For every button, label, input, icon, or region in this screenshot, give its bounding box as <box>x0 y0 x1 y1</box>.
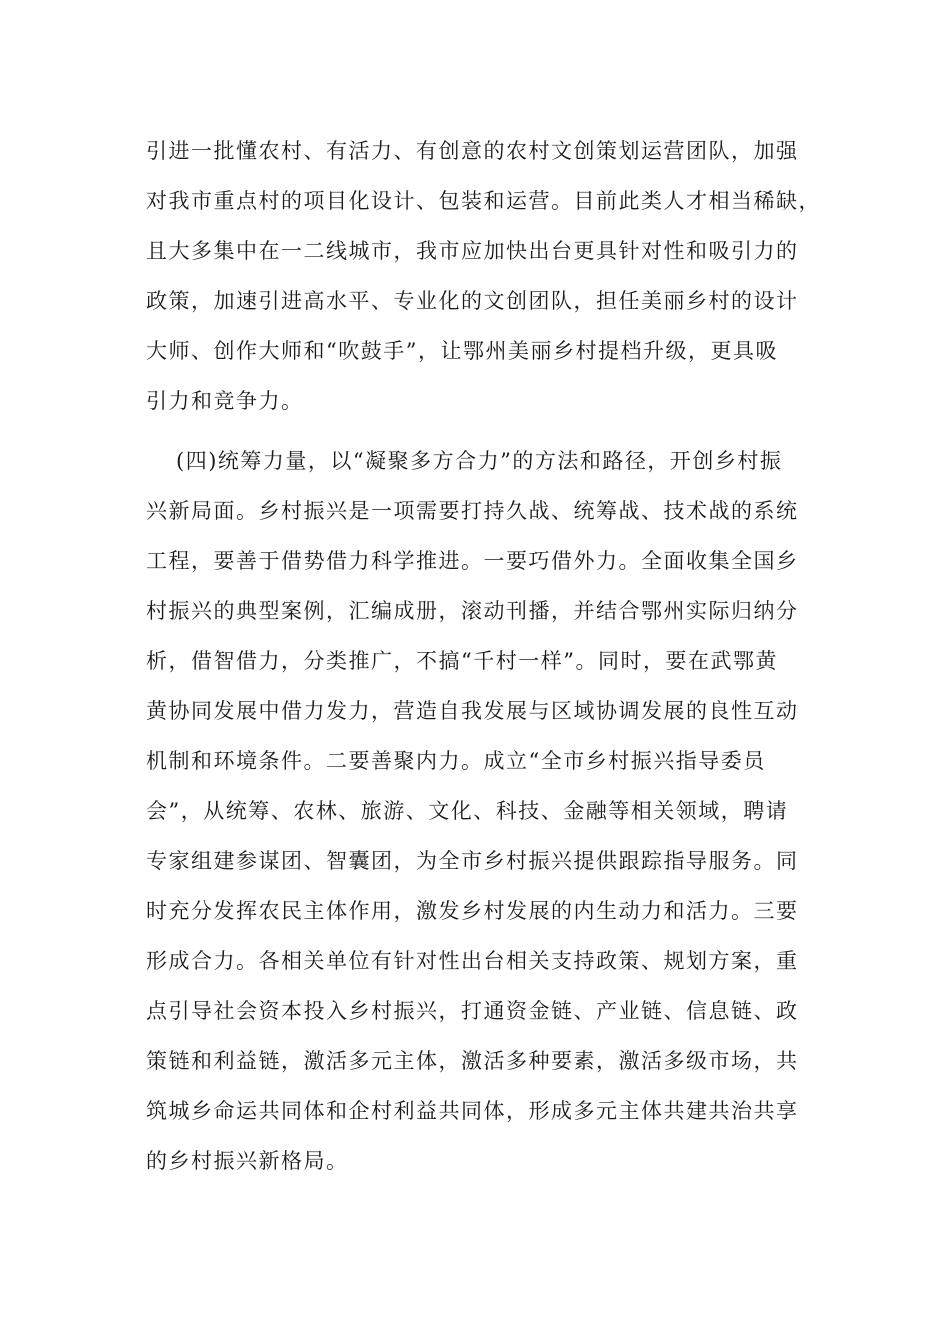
text-line: 析，借智借力，分类推广，不搞“千村一样”。同时，要在武鄂黄 <box>146 649 778 673</box>
text-line: 大师、创作大师和“吹鼓手”，让鄂州美丽乡村提档升级，更具吸 <box>146 339 778 363</box>
text-line: 且大多集中在一二线城市，我市应加快出台更具针对性和吸引力的 <box>146 239 799 263</box>
text-line: 点引导社会资本投入乡村振兴，打通资金链、产业链、信息链、政 <box>146 999 799 1023</box>
text-line: 引力和竞争力。 <box>146 389 304 413</box>
text-line: 策链和利益链，激活多元主体，激活多种要素，激活多级市场，共 <box>146 1049 799 1073</box>
text-line: 村振兴的典型案例，汇编成册，滚动刊播，并结合鄂州实际归纳分 <box>146 599 799 623</box>
text-line: 的乡村振兴新格局。 <box>146 1149 349 1173</box>
text-line: (四)统筹力量，以“凝聚多方合力”的方法和路径，开创乡村振 <box>176 449 783 473</box>
text-line: 黄协同发展中借力发力，营造自我发展与区域协调发展的良性互动 <box>146 699 799 723</box>
text-line: 形成合力。各相关单位有针对性出台相关支持政策、规划方案，重 <box>146 949 799 973</box>
text-line: 政策，加速引进高水平、专业化的文创团队，担任美丽乡村的设计 <box>146 289 799 313</box>
text-line: 专家组建参谋团、智囊团，为全市乡村振兴提供跟踪指导服务。同 <box>146 849 799 873</box>
text-line: 工程，要善于借势借力科学推进。一要巧借外力。全面收集全国乡 <box>146 549 799 573</box>
text-line: 机制和环境条件。二要善聚内力。成立“全市乡村振兴指导委员 <box>146 749 766 773</box>
text-line: 兴新局面。乡村振兴是一项需要打持久战、统筹战、技术战的系统 <box>146 499 799 523</box>
text-line: 对我市重点村的项目化设计、包装和运营。目前此类人才相当稀缺， <box>146 189 821 213</box>
text-line: 时充分发挥农民主体作用，激发乡村发展的内生动力和活力。三要 <box>146 899 799 923</box>
text-line: 引进一批懂农村、有活力、有创意的农村文创策划运营团队，加强 <box>146 139 799 163</box>
text-line: 筑城乡命运共同体和企村利益共同体，形成多元主体共建共治共享 <box>146 1099 799 1123</box>
text-line: 会”，从统筹、农林、旅游、文化、科技、金融等相关领域，聘请 <box>146 799 789 823</box>
